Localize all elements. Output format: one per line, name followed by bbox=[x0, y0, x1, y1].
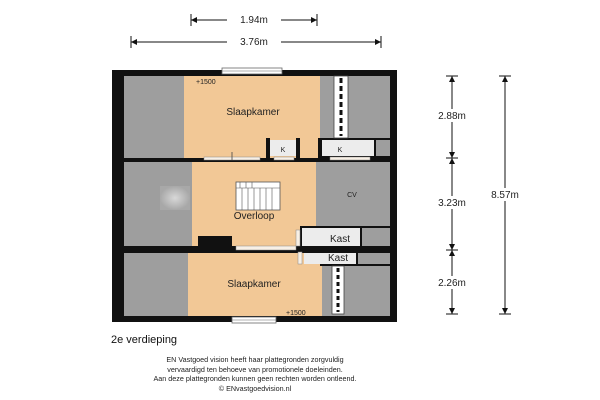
window-top bbox=[222, 68, 282, 74]
closet-label-1: K bbox=[280, 147, 286, 154]
dimension-label-right-2: 3.23m bbox=[438, 198, 466, 209]
disclaimer-line: Aan deze plattegronden kunnen geen rechten worden ontleend. bbox=[153, 374, 357, 384]
dormer-rail-top bbox=[334, 76, 348, 138]
disclaimer-line: vervaardigd ten behoeve van promotionele doeleinden. bbox=[167, 364, 343, 374]
top-dimension-outer bbox=[131, 35, 381, 48]
height-marker-bottom: +1500 bbox=[286, 310, 306, 317]
disclaimer-line: EN Vastgoed vision heeft haar plattegronden zorgvuldig bbox=[166, 355, 344, 364]
dimension-label-right-3: 2.26m bbox=[438, 278, 466, 289]
cabinet-label-2: Kast bbox=[327, 253, 349, 264]
dimension-label-top-inner: 1.94m bbox=[240, 15, 268, 26]
skylight bbox=[160, 186, 190, 210]
room-label-bedroom-top: Slaapkamer bbox=[226, 107, 280, 118]
closet-label-2: K bbox=[337, 147, 343, 154]
dimension-label-right-1: 2.88m bbox=[438, 111, 466, 122]
staircase bbox=[236, 182, 280, 210]
right-dimension-segments bbox=[428, 76, 476, 314]
stairwell-opening bbox=[198, 236, 232, 250]
room-label-boiler: CV bbox=[347, 192, 357, 199]
room-label-landing: Overloop bbox=[233, 211, 275, 222]
dormer-rail-bottom bbox=[332, 266, 344, 314]
dimension-label-top-outer: 3.76m bbox=[240, 37, 268, 48]
disclaimer bbox=[60, 355, 450, 393]
closet-k-1 bbox=[270, 140, 296, 156]
dimension-label-right-total: 8.57m bbox=[491, 190, 519, 201]
room-label-bedroom-bottom: Slaapkamer bbox=[227, 279, 281, 290]
cabinet-kast-1 bbox=[302, 228, 360, 248]
height-marker-top: +1500 bbox=[196, 79, 216, 86]
top-dimension-inner bbox=[191, 13, 317, 26]
disclaimer-line: © ENvastgoedvision.nl bbox=[218, 383, 292, 393]
window-bottom bbox=[232, 317, 276, 323]
right-dimension-total bbox=[481, 76, 529, 314]
closet-k-2 bbox=[322, 140, 374, 156]
floor-label: 2e verdieping bbox=[111, 334, 178, 346]
cabinet-label-1: Kast bbox=[329, 234, 351, 245]
